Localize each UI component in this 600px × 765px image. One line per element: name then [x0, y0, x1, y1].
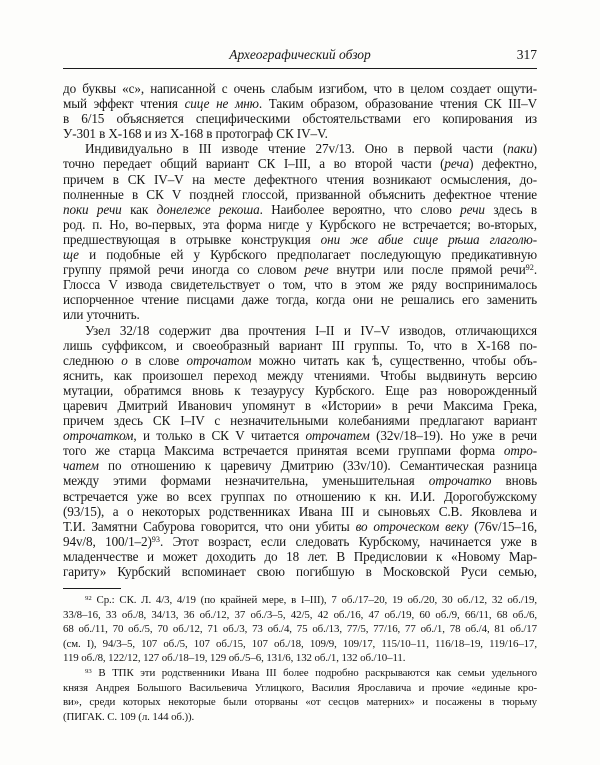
- italic-term: отрочатом: [186, 352, 252, 368]
- italic-term: сице не мню: [184, 96, 259, 112]
- footnote-reference: 92: [525, 263, 534, 273]
- italic-term: о: [121, 352, 128, 368]
- text-line: ще и подобные ей у Курбского предполагает последующую предикативную: [63, 247, 537, 263]
- footnote-line: 33/8–16, 33 об./8, 34/13, 36 об./12, 37 об./3–5, 42/5, 42 об./16, 47 об./19, 60 об./9, 66/11, 68 об./6,: [63, 608, 537, 621]
- text-line: гариту» Курбский вспоминает свою погибшую в Московской Руси семью,: [63, 564, 537, 579]
- footnote-separator: [63, 588, 121, 589]
- italic-term: рече: [304, 262, 329, 278]
- footnote-line: $^{92}$ Ср.: СК. Л. 4/3, 4/19 (по крайней мере, в I–III), 7 об./17–20, 19 об./20, 30 об./12, 32 об./19,: [85, 594, 537, 606]
- text-line: лишь суффиксом, и своеобразный вариант III группы. То, что в Х-168 по-: [63, 337, 537, 353]
- italic-term: реча: [444, 156, 470, 172]
- italic-term: отро-: [503, 443, 537, 459]
- page-number: 317: [516, 47, 537, 62]
- header-rule: [63, 68, 537, 69]
- text-column: [63, 0, 537, 765]
- text-line: отрочатком, и только в СК V читается отрочатем (32v/18–19). Но уже в речи: [63, 428, 537, 444]
- text-line: мый эффект чтения сице не мню. Таким образом, образование чтения СК III–V: [63, 96, 537, 112]
- footnote-line: (см. I), 94/3–5, 107 об./5, 107 об./15, 107 об./18, 109/9, 109/17, 115/10–11, 116/18–19, 119/16–17,: [63, 637, 537, 650]
- text-line: предшествующая в отрывке конструкция они же абие сице рѣша глаголю-: [63, 231, 537, 247]
- text-line: причем в СК IV–V на месте дефектного чтения возникают осмысления, до-: [63, 171, 537, 187]
- text-line: полненные в СК V поздней глоссой, призванной объяснить дефектное чтение: [63, 186, 537, 202]
- italic-term: паки: [507, 141, 533, 157]
- text-line: (93/15), а о некоторых родственниках Ивана III и сыновьях С.В. Яковлева и: [63, 503, 537, 519]
- text-line: 94v/8, 100/1–2)$^{93}$. Этот возраст, если следовать Курбскому, начинается уже в: [63, 533, 537, 549]
- footnote-line: ви», среди которых некоторые были оторваны «от сесцов матерних» и посажены в тюрьму: [63, 696, 537, 709]
- footnote-reference: 93: [151, 534, 160, 544]
- text-line: до буквы «с», написанной с очень слабым изгибом, что в целом создает ощути-: [63, 81, 537, 96]
- text-line: группу прямой речи иногда со словом рече внутри или после прямой речи$^{92}$.: [63, 262, 537, 278]
- paragraph: [63, 323, 537, 580]
- text-line: встречается уже во всех группах по отношению к кн. И.И. Дорогобужскому: [63, 488, 537, 504]
- footnote-line: князя Андрея Большого Васильевича Углицкого, Василия Ярославича и прочие «единые кро-: [63, 681, 537, 694]
- text-line: род. п. Но, во-первых, эта форма нигде у Курбского не встречается; во-вторых,: [63, 216, 537, 232]
- italic-term: ще: [63, 247, 79, 263]
- footnote-line: 68 об./11, 70 об./5, 70 об./12, 71 об./3, 73 об./4, 75 об./13, 77/5, 77/16, 77 об./1, 78 об./4, 81 об./17: [63, 623, 537, 636]
- text-line: точно передает общий вариант СК I–III, а во второй части (реча) дефектно,: [63, 156, 537, 172]
- text-line: яснить, как произошел переход между чтениями. Чтобы выдвинуть версию: [63, 367, 537, 383]
- text-line: в 6/15 объясняется специфическими обстоятельствами его копирования из: [63, 111, 537, 127]
- italic-term: речи: [460, 201, 485, 217]
- text-line: У-301 в Х-168 и из Х-168 в протограф СК IV–V.: [63, 126, 328, 142]
- text-line: младенчестве и может доходить до 18 лет. В Предисловии к «Новому Мар-: [63, 548, 537, 564]
- text-line: испорченное чтение писцами даже тогда, когда они не решались его заменить: [63, 292, 537, 308]
- footnote-reference: 93: [85, 667, 92, 675]
- footnote-line: $^{93}$ В ТПК эти родственники Ивана III более подробно раскрываются как семьи удельного: [85, 666, 537, 679]
- paragraph: [63, 141, 537, 322]
- text-line: чатем по отношению к царевичу Дмитрию (33v/10). Семантическая разница: [63, 458, 537, 474]
- text-line: того же старца Максима встречается принятая всеми группами форма отро-: [63, 443, 537, 459]
- running-header-title: Археографический обзор: [229, 47, 371, 62]
- italic-term: отрочатем: [305, 428, 370, 444]
- text-line: Индивидуально в III изводе чтение 27v/13. Оно в первой части (паки): [85, 141, 537, 157]
- footnote-line: (ПИГАК. С. 109 (л. 144 об.)).: [63, 710, 195, 723]
- text-line: или уточнить.: [63, 307, 140, 323]
- text-line: Глосса V извода свидетельствует о том, что в этом же ряду воспринималось: [63, 277, 537, 293]
- italic-term: отрочатком: [63, 428, 134, 444]
- italic-term: донележе рекоша: [156, 201, 260, 217]
- italic-term: отрочатко: [428, 473, 492, 489]
- text-line: царевич Дмитрий Иванович упомянут в «Истории» в речи Максима Грека,: [63, 397, 537, 413]
- text-line: Т.И. Замятни Сабурова говорится, что они убиты во отроческом веку (76v/15–16,: [63, 518, 537, 534]
- text-line: мутации, обратимся вновь к тезаурусу Курбского. Еще раз новорожденный: [63, 382, 537, 398]
- footnote: [63, 666, 537, 724]
- text-line: между этими формами незначительна, уменьшительная отрочатко вновь: [63, 473, 537, 489]
- body-text: [63, 81, 537, 579]
- footnotes: [63, 593, 537, 724]
- footnote: [63, 593, 537, 666]
- text-line: причем здесь СК I–IV с незначительными колебаниями предлагают вариант: [63, 413, 537, 429]
- text-line: Узел 32/18 содержит два прочтения I–II и IV–V изводов, отличающихся: [85, 322, 537, 338]
- italic-term: во отроческом веку: [355, 518, 469, 534]
- running-header: [63, 47, 537, 65]
- text-line: поки речи как донележе рекоша. Наиболее вероятно, что слово речи здесь в: [63, 201, 537, 217]
- italic-term: чатем: [63, 458, 99, 474]
- text-line: следнюю о в слове отрочатом можно читать как ѣ, существенно, чтобы объ-: [63, 352, 537, 368]
- italic-term: поки речи: [63, 201, 122, 217]
- footnote-line: 119 об./8, 122/12, 127 об./18–19, 129 об./5–6, 131/6, 132 об./1, 132 об./10–11.: [63, 652, 406, 665]
- paragraph: [63, 81, 537, 141]
- footnote-reference: 92: [85, 594, 92, 602]
- italic-term: они же абие сице рѣша глаголю-: [320, 231, 537, 247]
